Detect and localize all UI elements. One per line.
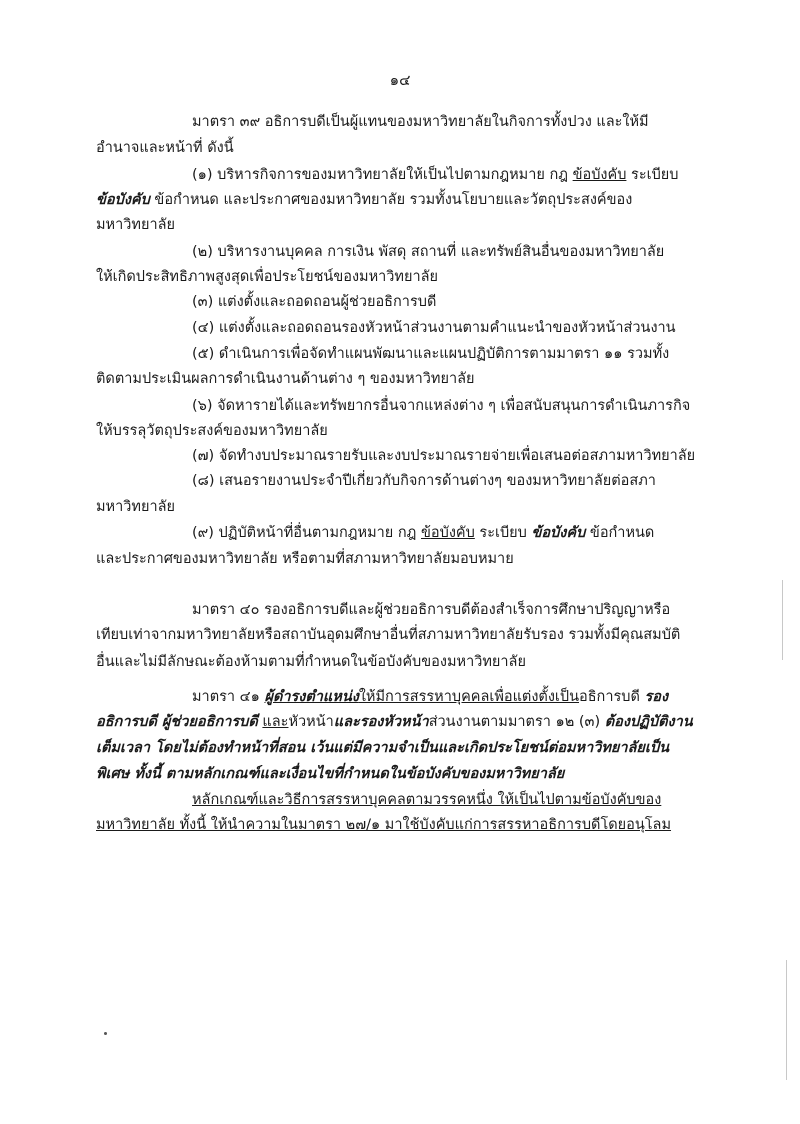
text-run: (๙) ปฏิบัติหน้าที่อื่นตามกฎหมาย กฎ (192, 525, 422, 541)
section-39-item-1-line-1 (192, 165, 678, 185)
section-41-line-1 (192, 687, 668, 707)
section-41-paragraph-2-line-2: มหาวิทยาลัย ทั้งนี้ ให้นำความในมาตรา ๒๗/๑ มาใช้บังคับแก่การสรรหาอธิการบดีโดยอนุโลม (96, 817, 672, 833)
section-39-item-8-line-2: มหาวิทยาลัย (96, 499, 175, 515)
section-39-item-8-line-1: (๘) เสนอรายงานประจำปีเกี่ยวกับกิจการด้านต่างๆ ของมหาวิทยาลัยต่อสภา (192, 473, 656, 489)
section-39-item-3: (๓) แต่งตั้งและถอดถอนผู้ช่วยอธิการบดี (192, 294, 437, 310)
section-39-line-2: อำนาจและหน้าที่ ดังนี้ (96, 140, 234, 156)
amended-text: อธิการบดี ผู้ช่วยอธิการบดี (96, 714, 258, 730)
text-run: ส่วนงานตามมาตรา ๑๒ (๓) (428, 714, 605, 730)
section-39-item-6-line-1: (๖) จัดหารายได้และทรัพยากรอื่นจากแหล่งต่าง ๆ เพื่อสนับสนุนการดำเนินภารกิจ (192, 398, 691, 414)
amended-text: ต้องปฏิบัติงาน (604, 714, 693, 730)
section-39-item-9-line-1 (192, 523, 654, 543)
amended-text: ให้มีการสรรหาบุคคลเพื่อแต่งตั้งเป็น (358, 689, 579, 705)
amended-text: ผู้ดำรงตำแหน่ง (264, 689, 359, 705)
text-run: ข้อกำหนด (585, 525, 655, 541)
section-39-item-9-line-2: และประกาศของมหาวิทยาลัย หรือตามที่สภามหาวิทยาลัยมอบหมาย (96, 551, 514, 567)
text-run: ระเบียบ (626, 167, 679, 183)
section-39-item-1-line-2 (96, 190, 632, 210)
section-41-line-3: เต็มเวลา โดยไม่ต้องทำหน้าที่สอน เว้นแต่มีความจำเป็นและเกิดประโยชน์ต่อมหาวิทยาลัยเป็น (96, 740, 669, 756)
page-number: ๑๔ (389, 71, 411, 89)
amended-text: และ (262, 714, 289, 730)
amended-text: ข้อบังคับ (421, 525, 475, 541)
section-39-item-5-line-2: ติดตามประเมินผลการดำเนินงานด้านต่าง ๆ ของมหาวิทยาลัย (96, 371, 475, 387)
section-40-line-3: อื่นและไม่มีลักษณะต้องห้ามตามที่กำหนดในข้อบังคับของมหาวิทยาลัย (96, 654, 526, 670)
amended-text: ข้อบังคับ (572, 167, 627, 183)
text-run: ข้อกำหนด และประกาศของมหาวิทยาลัย รวมทั้งนโยบายและวัตถุประสงค์ของ (149, 192, 633, 208)
text-run: อธิการบดี (579, 689, 645, 705)
text-run: (๑) บริหารกิจการของมหาวิทยาลัยให้เป็นไปตามกฎหมาย กฎ (192, 167, 573, 183)
amended-text: ข้อบังคับ (96, 192, 150, 208)
scan-edge-mark (786, 960, 787, 1080)
section-39-item-1-line-3: มหาวิทยาลัย (96, 217, 175, 233)
section-41-paragraph-2-line-1: หลักเกณฑ์และวิธีการสรรหาบุคคลตามวรรคหนึ่ง ให้เป็นไปตามข้อบังคับของ (192, 792, 662, 808)
section-39-item-2-line-1: (๒) บริหารงานบุคคล การเงิน พัสดุ สถานที่ และทรัพย์สินอื่นของมหาวิทยาลัย (192, 244, 665, 260)
section-39-item-2-line-2: ให้เกิดประสิทธิภาพสูงสุดเพื่อประโยชน์ของมหาวิทยาลัย (96, 269, 439, 285)
section-39-line-1: มาตรา ๓๙ อธิการบดีเป็นผู้แทนของมหาวิทยาลัยในกิจการทั้งปวง และให้มี (192, 114, 649, 130)
section-39-item-6-line-2: ให้บรรลุวัตถุประสงค์ของมหาวิทยาลัย (96, 423, 328, 439)
section-40-line-1: มาตรา ๔๐ รองอธิการบดีและผู้ช่วยอธิการบดีต้องสำเร็จการศึกษาปริญญาหรือ (192, 602, 671, 618)
text-run: หัวหน้า (288, 714, 334, 730)
scan-speck (104, 1032, 107, 1035)
scan-edge-mark (782, 580, 783, 660)
text-run: มาตรา ๔๑ (192, 689, 265, 705)
section-39-item-5-line-1: (๕) ดำเนินการเพื่อจัดทำแผนพัฒนาและแผนปฏิบัติการตามมาตรา ๑๑ รวมทั้ง (192, 346, 670, 362)
section-41-line-2 (96, 712, 693, 732)
section-40-line-2: เทียบเท่าจากมหาวิทยาลัยหรือสถาบันอุดมศึกษาอื่นที่สภามหาวิทยาลัยรับรอง รวมทั้งมีคุณสมบัติ (96, 627, 681, 643)
text-run: ระเบียบ (474, 525, 532, 541)
amended-text: และรองหัวหน้า (333, 714, 429, 730)
section-39-item-7: (๗) จัดทำงบประมาณรายรับและงบประมาณรายจ่ายเพื่อเสนอต่อสภามหาวิทยาลัย (192, 448, 696, 464)
amended-text: ข้อบังคับ (531, 525, 586, 541)
section-39-item-4: (๔) แต่งตั้งและถอดถอนรองหัวหน้าส่วนงานตามคำแนะนำของหัวหน้าส่วนงาน (192, 320, 676, 336)
amended-text: รอง (644, 689, 669, 705)
section-41-line-4: พิเศษ ทั้งนี้ ตามหลักเกณฑ์และเงื่อนไขที่กำหนดในข้อบังคับของมหาวิทยาลัย (96, 766, 565, 782)
